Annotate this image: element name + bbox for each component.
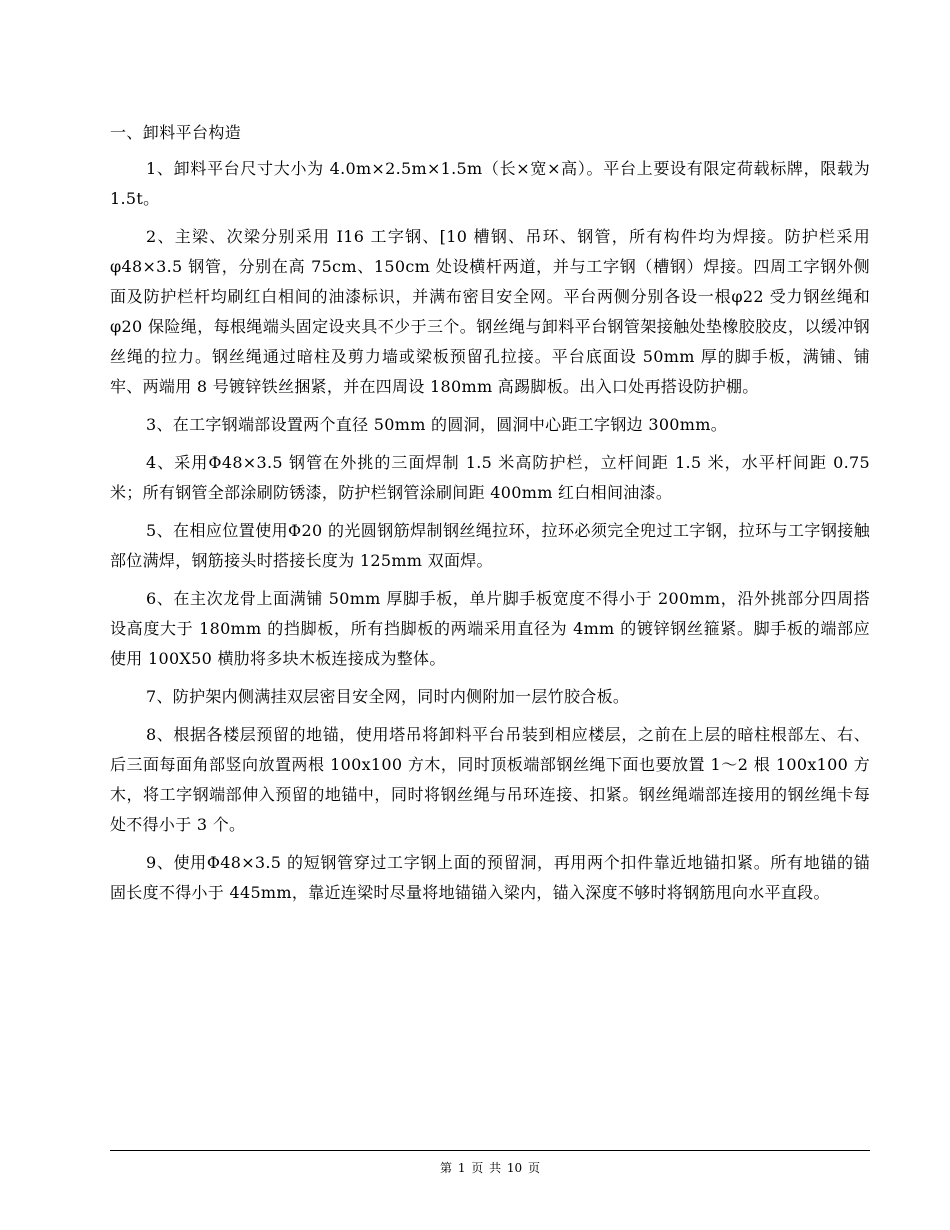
paragraph-8: 8、根据各楼层预留的地锚，使用塔吊将卸料平台吊装到相应楼层，之前在上层的暗柱根部左、右、后三面每面角部竖向放置两根 100x100 方木，同时顶板端部钢丝绳下面也要放置 1～2 根 100x100 方木，将工字钢端部伸入预留的地锚中，同时将钢丝绳与吊环连接、扣紧。钢丝绳端部连接用的钢丝绳卡每处不得小于 3 个。 — [110, 725, 870, 834]
paragraph-3: 3、在工字钢端部设置两个直径 50mm 的圆洞，圆洞中心距工字钢边 300mm。 — [146, 415, 728, 434]
document-body — [110, 118, 870, 916]
paragraph-2: 2、主梁、次梁分别采用 I16 工字钢、[10 槽钢、吊环、钢管，所有构件均为焊接。防护栏采用φ48×3.5 钢管，分别在高 75cm、150cm 处设横杆两道，并与工字钢（槽钢）焊接。四周工字钢外侧面及防护栏杆均刷红白相间的油漆标识，并满布密目安全网。平台两侧分别各设一根φ22 受力钢丝绳和φ20 保险绳，每根绳端头固定设夹具不少于三个。钢丝绳与卸料平台钢管架接触处垫橡胶胶皮，以缓冲钢丝绳的拉力。钢丝绳通过暗柱及剪力墙或梁板预留孔拉接。平台底面设 50mm 厚的脚手板，满铺、铺牢、两端用 8 号镀锌铁丝捆紧，并在四周设 180mm 高踢脚板。出入口处再搭设防护棚。 — [110, 227, 870, 396]
footer-divider — [110, 1150, 870, 1151]
paragraph-1: 1、卸料平台尺寸大小为 4.0m×2.5m×1.5m（长×宽×高）。平台上要设有限定荷载标牌，限载为 1.5t。 — [110, 159, 870, 208]
paragraph-7: 7、防护架内侧满挂双层密目安全网，同时内侧附加一层竹胶合板。 — [146, 687, 630, 706]
paragraph-4: 4、采用Φ48×3.5 钢管在外挑的三面焊制 1.5 米高防护栏，立杆间距 1.5 米，水平杆间距 0.75 米；所有钢管全部涂刷防锈漆，防护栏钢管涂刷间距 400mm 红白相间油漆。 — [110, 453, 870, 502]
paragraph-6: 6、在主次龙骨上面满铺 50mm 厚脚手板，单片脚手板宽度不得小于 200mm，沿外挑部分四周搭设高度大于 180mm 的挡脚板，所有挡脚板的两端采用直径为 4mm 的镀锌钢丝箍紧。脚手板的端部应使用 100X50 横肋将多块木板连接成为整体。 — [110, 589, 870, 668]
section-heading: 一、卸料平台构造 — [110, 123, 242, 142]
paragraph-5: 5、在相应位置使用Φ20 的光圆钢筋焊制钢丝绳拉环，拉环必须完全兜过工字钢，拉环与工字钢接触部位满焊，钢筋接头时搭接长度为 125mm 双面焊。 — [110, 521, 870, 570]
paragraph-9: 9、使用Φ48×3.5 的短钢管穿过工字钢上面的预留洞，再用两个扣件靠近地锚扣紧。所有地锚的锚固长度不得小于 445mm，靠近连梁时尽量将地锚锚入梁内，锚入深度不够时将钢筋甩向水平直段。 — [110, 853, 870, 902]
page-number: 第 1 页 共 10 页 — [440, 1161, 540, 1175]
